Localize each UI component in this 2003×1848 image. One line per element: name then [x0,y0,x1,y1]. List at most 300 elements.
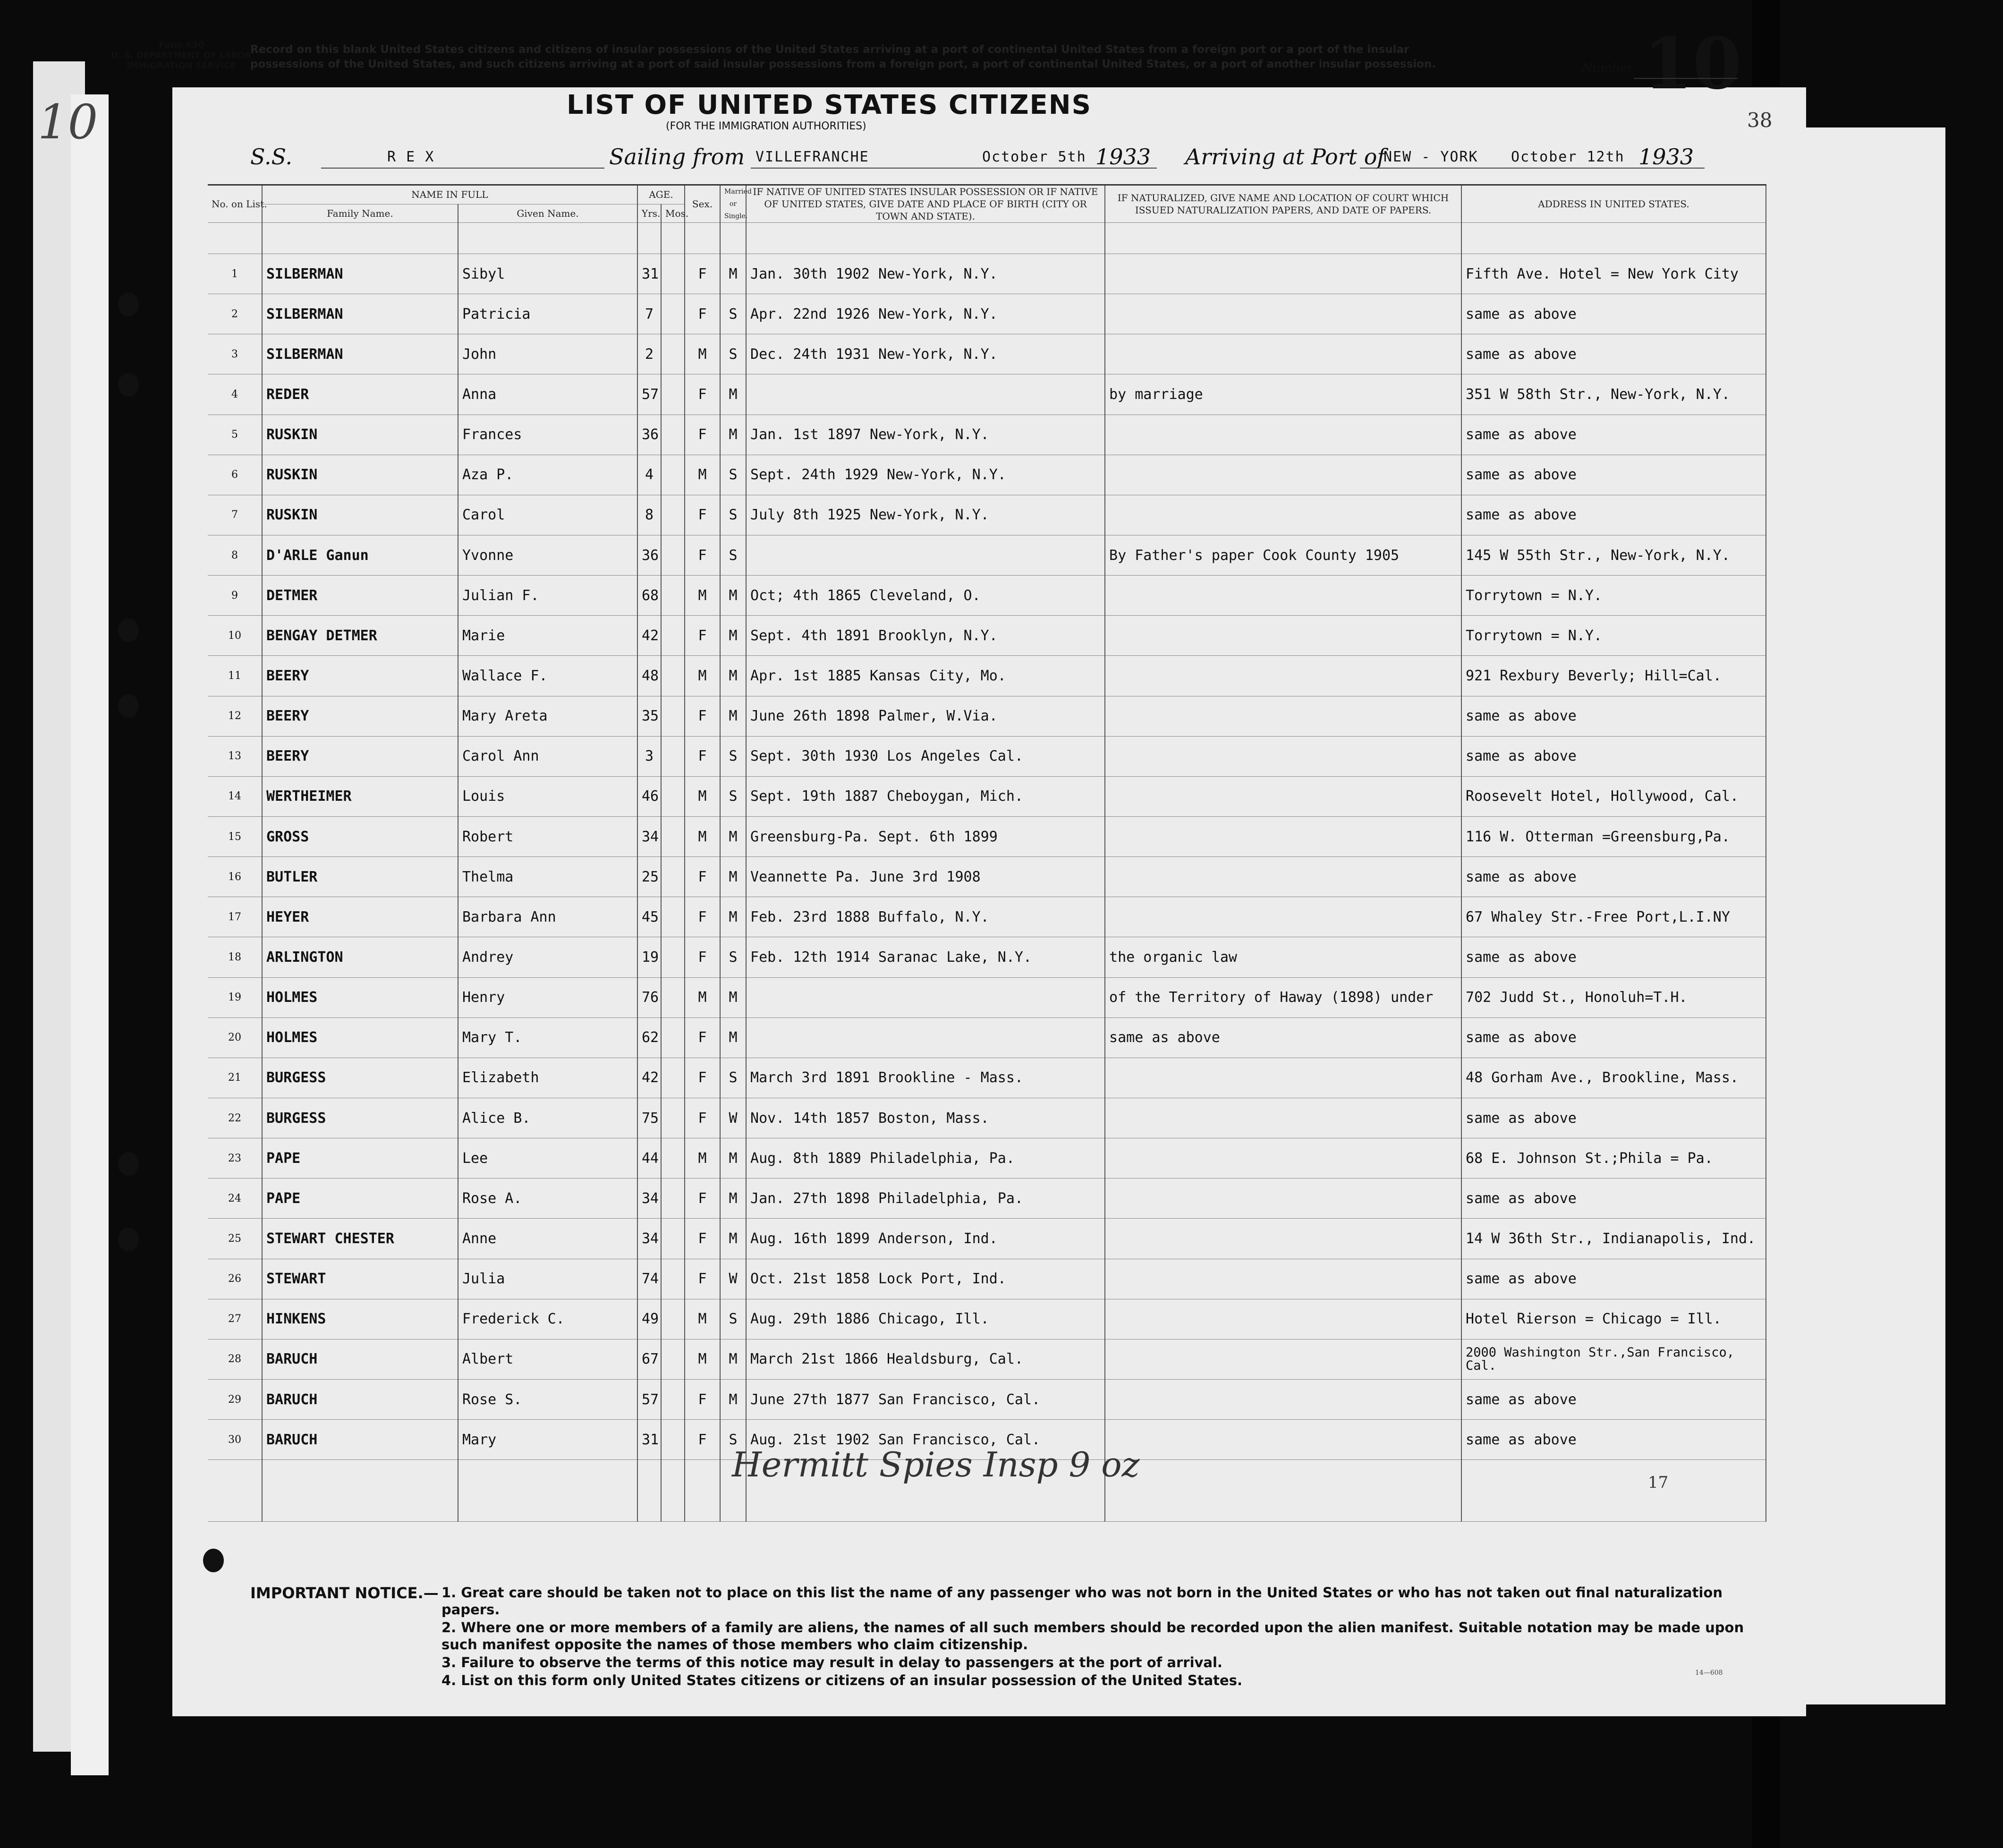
address: same as above [1461,294,1766,334]
age-years: 62 [637,1017,661,1058]
table-row [208,1017,1766,1058]
marital-status: S [720,776,746,816]
marital-status: M [720,415,746,455]
family-name: ARLINGTON [262,937,458,977]
given-name: Julia [458,1259,637,1299]
age-months [661,535,685,575]
given-name: Rose S. [458,1379,637,1419]
birth-info: Feb. 12th 1914 Saranac Lake, N.Y. [746,937,1105,977]
age-years: 57 [637,374,661,415]
family-name: BEERY [262,696,458,736]
age-months [661,857,685,897]
birth-info: Oct. 21st 1858 Lock Port, Ind. [746,1259,1105,1299]
naturalization-info [1105,776,1461,816]
age-years: 7 [637,294,661,334]
sex: M [685,1299,720,1339]
binder-hole-icon [118,293,139,316]
age-months [661,1339,685,1379]
marital-status: M [720,1339,746,1379]
naturalization-info: By Father's paper Cook County 1905 [1105,535,1461,575]
row-number: 7 [208,495,262,535]
passenger-rows [208,254,1766,1522]
naturalization-info [1105,1259,1461,1299]
handwritten-mark: 10 [38,94,98,150]
record-instructions: Record on this blank United States citizens and citizens of insular possessions of the United States arriving at a port of continental United States from a foreign port or a port of the insular possessions of the United States, and such citizens arriving at a port of said insular possessions from a foreign port, a port of continental United States, or a port of another insular possession. [250,43,1436,70]
row-number: 26 [208,1259,262,1299]
marital-status: M [720,696,746,736]
naturalization-info [1105,1299,1461,1339]
age-years: 57 [637,1379,661,1419]
address: Roosevelt Hotel, Hollywood, Cal. [1461,776,1766,816]
address: 921 Rexbury Beverly; Hill=Cal. [1461,656,1766,696]
address: 116 W. Otterman =Greensburg,Pa. [1461,816,1766,856]
marital-status: S [720,1058,746,1098]
table-row [208,616,1766,656]
age-months [661,977,685,1017]
address: same as above [1461,455,1766,495]
sex: F [685,1017,720,1058]
age-months [661,1138,685,1178]
age-months [661,254,685,294]
row-number: 21 [208,1058,262,1098]
address: same as above [1461,736,1766,776]
age-years: 35 [637,696,661,736]
row-number: 4 [208,374,262,415]
sex: F [685,1058,720,1098]
row-number: 15 [208,816,262,856]
birth-info: June 26th 1898 Palmer, W.Via. [746,696,1105,736]
family-name: HEYER [262,897,458,937]
marital-status: M [720,1178,746,1219]
sex: M [685,776,720,816]
ship-line [321,168,604,169]
age-years: 4 [637,455,661,495]
address: same as above [1461,1017,1766,1058]
row-number: 27 [208,1299,262,1339]
naturalization-info [1105,857,1461,897]
age-years: 36 [637,535,661,575]
table-row [208,1379,1766,1419]
age-months [661,374,685,415]
birth-info: Aug. 16th 1899 Anderson, Ind. [746,1219,1105,1259]
header-no: No. on List. [208,185,262,223]
address: 351 W 58th Str., New-York, N.Y. [1461,374,1766,415]
row-number: 9 [208,576,262,616]
age-months [661,937,685,977]
marital-status: S [720,1299,746,1339]
given-name: Thelma [458,857,637,897]
header-family-name: Family Name. [262,204,458,222]
birth-info [746,977,1105,1017]
sex: F [685,897,720,937]
age-months [661,334,685,374]
footer-mark: 17 [1648,1473,1669,1492]
age-months [661,736,685,776]
table-row [208,1219,1766,1259]
age-years: 48 [637,656,661,696]
family-name: BEERY [262,736,458,776]
table-row [208,415,1766,455]
birth-info: Jan. 27th 1898 Philadelphia, Pa. [746,1178,1105,1219]
address: same as above [1461,1420,1766,1460]
age-years: 75 [637,1098,661,1138]
row-number: 6 [208,455,262,495]
number-label: Number [1582,61,1633,76]
marital-status: S [720,736,746,776]
age-years: 19 [637,937,661,977]
given-name: Frederick C. [458,1299,637,1339]
given-name: Mary [458,1420,637,1460]
naturalization-info [1105,495,1461,535]
birth-info: June 27th 1877 San Francisco, Cal. [746,1379,1105,1419]
sex: F [685,736,720,776]
family-name: SILBERMAN [262,334,458,374]
binder-hole-icon [118,619,139,642]
given-name: John [458,334,637,374]
family-name: BUTLER [262,857,458,897]
page-number: 38 [1747,109,1773,132]
age-months [661,1058,685,1098]
age-years: 31 [637,1420,661,1460]
marital-status: S [720,334,746,374]
given-name: Yvonne [458,535,637,575]
given-name: Aza P. [458,455,637,495]
naturalization-info [1105,897,1461,937]
age-years: 34 [637,816,661,856]
age-months [661,415,685,455]
row-number: 23 [208,1138,262,1178]
row-number: 8 [208,535,262,575]
given-name: Albert [458,1339,637,1379]
list-number: 10 [1643,22,1742,105]
marital-status: S [720,1420,746,1460]
age-years: 74 [637,1259,661,1299]
given-name: Louis [458,776,637,816]
given-name: Carol Ann [458,736,637,776]
row-number: 3 [208,334,262,374]
marital-status: W [720,1259,746,1299]
birth-info [746,1017,1105,1058]
row-number: 24 [208,1178,262,1219]
age-months [661,1219,685,1259]
given-name: Marie [458,616,637,656]
table-row [208,495,1766,535]
family-name: SILBERMAN [262,294,458,334]
sex: F [685,1379,720,1419]
family-name: BARUCH [262,1379,458,1419]
given-name: Carol [458,495,637,535]
age-months [661,1299,685,1339]
address: same as above [1461,937,1766,977]
birth-info: March 21st 1866 Healdsburg, Cal. [746,1339,1105,1379]
table-row [208,897,1766,937]
binder-hole-icon [203,1549,224,1572]
marital-status: M [720,656,746,696]
naturalization-info [1105,334,1461,374]
marital-status: S [720,495,746,535]
age-months [661,656,685,696]
given-name: Anne [458,1219,637,1259]
marital-status: M [720,1017,746,1058]
row-number: 2 [208,294,262,334]
marital-status: M [720,816,746,856]
table-row [208,656,1766,696]
family-name: BENGAY DETMER [262,616,458,656]
marital-status: S [720,937,746,977]
sailing-year: 1933 [1095,144,1151,170]
table-row [208,535,1766,575]
given-name: Sibyl [458,254,637,294]
age-months [661,776,685,816]
age-months [661,1420,685,1460]
table-row [208,334,1766,374]
given-name: Anna [458,374,637,415]
address: 2000 Washington Str.,San Francisco, Cal. [1461,1339,1766,1379]
age-years: 67 [637,1339,661,1379]
sex: F [685,1098,720,1138]
family-name: BEERY [262,656,458,696]
table-row [208,254,1766,294]
row-number: 11 [208,656,262,696]
family-name: RUSKIN [262,495,458,535]
given-name: Frances [458,415,637,455]
marital-status: M [720,1219,746,1259]
given-name: Mary Areta [458,696,637,736]
family-name: BURGESS [262,1058,458,1098]
naturalization-info: by marriage [1105,374,1461,415]
address: same as above [1461,334,1766,374]
family-name: RUSKIN [262,455,458,495]
sex: F [685,1259,720,1299]
binder-hole-icon [118,694,139,718]
table-row [208,1138,1766,1178]
header-address: ADDRESS IN UNITED STATES. [1461,185,1766,223]
naturalization-info [1105,616,1461,656]
birth-info: Aug. 21st 1902 San Francisco, Cal. [746,1420,1105,1460]
marital-status: M [720,977,746,1017]
given-name: Rose A. [458,1178,637,1219]
table-row [208,937,1766,977]
address: same as above [1461,1379,1766,1419]
address: Hotel Rierson = Chicago = Ill. [1461,1299,1766,1339]
marital-status: M [720,616,746,656]
birth-info: Apr. 22nd 1926 New-York, N.Y. [746,294,1105,334]
family-name: REDER [262,374,458,415]
sex: F [685,254,720,294]
address: same as above [1461,1259,1766,1299]
notice-item: 1. Great care should be taken not to place on this list the name of any passenger who was not born in the United States or who has not taken out final naturalization papers. [441,1585,1723,1618]
table-row [208,1339,1766,1379]
arrival-port: NEW - YORK [1383,149,1478,165]
birth-info: July 8th 1925 New-York, N.Y. [746,495,1105,535]
naturalization-info [1105,1138,1461,1178]
sailing-port: VILLEFRANCHE [755,149,869,165]
marital-status: M [720,374,746,415]
sex: F [685,1420,720,1460]
age-years: 45 [637,897,661,937]
table-row [208,816,1766,856]
given-name: Lee [458,1138,637,1178]
age-months [661,1017,685,1058]
age-months [661,495,685,535]
header-name-in-full: NAME IN FULL [262,185,637,204]
sex: F [685,495,720,535]
page-subtitle: (FOR THE IMMIGRATION AUTHORITIES) [666,120,866,132]
address: Torrytown = N.Y. [1461,576,1766,616]
row-number: 18 [208,937,262,977]
naturalization-info [1105,1178,1461,1219]
sex: F [685,1178,720,1219]
form-identifier: Form 630 U. S. DEPARTMENT OF LABOR IMMIGRATION SERVICE [111,40,252,71]
family-name: D'ARLE Ganun [262,535,458,575]
family-name: STEWART CHESTER [262,1219,458,1259]
birth-info: Apr. 1st 1885 Kansas City, Mo. [746,656,1105,696]
sex: M [685,455,720,495]
naturalization-info [1105,1058,1461,1098]
birth-info: Sept. 30th 1930 Los Angeles Cal. [746,736,1105,776]
header-married: Married or Single. [720,185,746,223]
naturalization-info [1105,254,1461,294]
notice-item: 4. List on this form only United States citizens or citizens of an insular possession of the United States. [441,1672,1242,1688]
naturalization-info [1105,816,1461,856]
sex: F [685,374,720,415]
sex: M [685,977,720,1017]
age-months [661,576,685,616]
birth-info: Dec. 24th 1931 New-York, N.Y. [746,334,1105,374]
marital-status: M [720,254,746,294]
arrival-year: 1933 [1638,144,1694,170]
address: 145 W 55th Str., New-York, N.Y. [1461,535,1766,575]
inspector-signature: Hermitt Spies Insp 9 oz [732,1445,1140,1484]
address: same as above [1461,415,1766,455]
notice-heading: IMPORTANT NOTICE.— [250,1584,439,1602]
sex: F [685,415,720,455]
age-years: 44 [637,1138,661,1178]
address: 14 W 36th Str., Indianapolis, Ind. [1461,1219,1766,1259]
table-row [208,1178,1766,1219]
given-name: Alice B. [458,1098,637,1138]
page-title: LIST OF UNITED STATES CITIZENS [567,90,1092,120]
ship-name: R E X [387,149,435,165]
marital-status: W [720,1098,746,1138]
naturalization-info [1105,1420,1461,1460]
age-years: 3 [637,736,661,776]
header-given-name: Given Name. [458,204,637,222]
given-name: Julian F. [458,576,637,616]
age-years: 36 [637,415,661,455]
address: Torrytown = N.Y. [1461,616,1766,656]
binder-hole-icon [118,1152,139,1176]
arrival-date: October 12th [1511,149,1625,165]
birth-info: Greensburg-Pa. Sept. 6th 1899 [746,816,1105,856]
given-name: Barbara Ann [458,897,637,937]
age-months [661,1178,685,1219]
age-months [661,696,685,736]
family-name: RUSKIN [262,415,458,455]
passenger-table [208,184,1766,1522]
address: same as above [1461,857,1766,897]
sex: M [685,656,720,696]
birth-info: Aug. 29th 1886 Chicago, Ill. [746,1299,1105,1339]
marital-status: S [720,455,746,495]
naturalization-info [1105,1219,1461,1259]
birth-info: March 3rd 1891 Brookline - Mass. [746,1058,1105,1098]
row-number: 17 [208,897,262,937]
birth-info: Sept. 19th 1887 Cheboygan, Mich. [746,776,1105,816]
naturalization-info: of the Territory of Haway (1898) under [1105,977,1461,1017]
given-name: Robert [458,816,637,856]
table-row [208,736,1766,776]
birth-info: Jan. 30th 1902 New-York, N.Y. [746,254,1105,294]
age-years: 76 [637,977,661,1017]
table-row [208,294,1766,334]
row-number: 30 [208,1420,262,1460]
family-name: WERTHEIMER [262,776,458,816]
row-number: 28 [208,1339,262,1379]
arriving-label: Arriving at Port of [1185,144,1385,170]
sex: M [685,576,720,616]
marital-status: M [720,1379,746,1419]
given-name: Andrey [458,937,637,977]
row-number: 22 [208,1098,262,1138]
page-edge-right [1804,127,1945,1704]
header-mos: Mos. [661,204,685,222]
row-number: 12 [208,696,262,736]
age-months [661,1098,685,1138]
naturalization-info [1105,696,1461,736]
birth-info [746,535,1105,575]
marital-status: M [720,576,746,616]
age-years: 42 [637,616,661,656]
birth-info: Aug. 8th 1889 Philadelphia, Pa. [746,1138,1105,1178]
family-name: BARUCH [262,1420,458,1460]
table-row [208,1058,1766,1098]
notice-list [441,1584,1764,1690]
age-years: 34 [637,1178,661,1219]
family-name: DETMER [262,576,458,616]
header-birth: IF NATIVE OF UNITED STATES INSULAR POSSESSION OR IF NATIVE OF UNITED STATES, GIVE DATE AND PLACE OF BIRTH (CITY OR TOWN AND STATE). [746,185,1105,223]
header-sex: Sex. [685,185,720,223]
age-months [661,1259,685,1299]
age-months [661,294,685,334]
age-years: 46 [637,776,661,816]
print-code: 14—608 [1695,1669,1723,1677]
family-name: SILBERMAN [262,254,458,294]
age-years: 49 [637,1299,661,1339]
binder-hole-icon [118,373,139,397]
address: 68 E. Johnson St.;Phila = Pa. [1461,1138,1766,1178]
naturalization-info [1105,736,1461,776]
naturalization-info [1105,1379,1461,1419]
age-years: 34 [637,1219,661,1259]
row-number: 19 [208,977,262,1017]
marital-status: S [720,535,746,575]
table-row [208,977,1766,1017]
address: same as above [1461,1178,1766,1219]
age-months [661,816,685,856]
row-number: 20 [208,1017,262,1058]
naturalization-info [1105,294,1461,334]
naturalization-info [1105,455,1461,495]
table-row [208,374,1766,415]
sex: M [685,1138,720,1178]
age-years: 68 [637,576,661,616]
birth-info: Nov. 14th 1857 Boston, Mass. [746,1098,1105,1138]
given-name: Mary T. [458,1017,637,1058]
family-name: HINKENS [262,1299,458,1339]
row-number: 13 [208,736,262,776]
given-name: Elizabeth [458,1058,637,1098]
